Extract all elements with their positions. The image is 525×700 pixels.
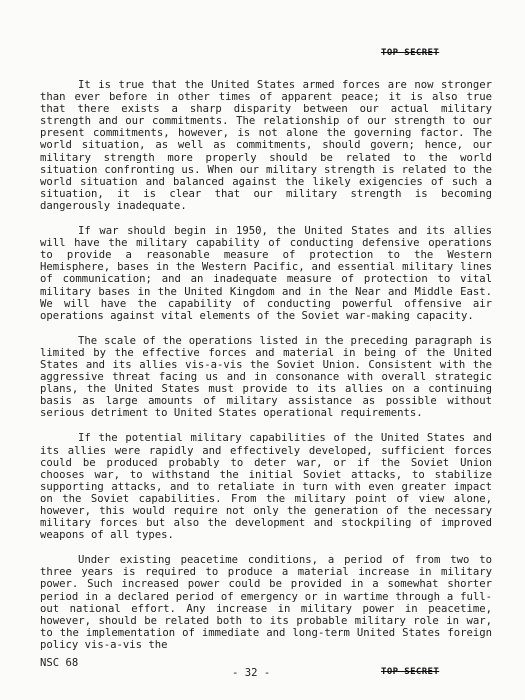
paragraph-2: If war should begin in 1950, the United States and its allies will have the military capability of conducting defensive operations to provide a reasonable measure of protection to the Western Hemisphere, bases in the Western Pacific, and essential military lines of communication; and an inadequate measure of protection to vital military bases in the United Kingdom and in the Near and Middle East. We will have the capability of conducting powerful offensive air operations against vital elements of the Soviet war-making capacity. <box>40 225 492 322</box>
paragraph-1: It is true that the United States armed forces are now stronger than ever before in other times of apparent peace; it is also true that there exists a sharp disparity between our actual military strength and our commitments. The relationship of our strength to our present commitments, however, is not alone the governing factor. The world situation, as well as commitments, should govern; hence, our military strength more properly should be related to the world situation confronting us. When our military strength is related to the world situation and balanced against the likely exigencies of such a situation, it is clear that our military strength is becoming dangerously inadequate. <box>40 79 492 212</box>
document-id: NSC 68 <box>40 657 79 669</box>
classification-marking-bottom: TOP SECRET <box>381 667 440 677</box>
page-number: - 32 - <box>232 667 271 679</box>
paragraph-4: If the potential military capabilities of the United States and its allies were rapidly and effectively developed, sufficient forces could be produced probably to deter war, or if the Soviet Union chooses war, to withstand the initial Soviet attacks, to stabilize supporting attacks, and to retaliate in turn with even greater impact on the Soviet capabilities. From the military point of view alone, however, this would require not only the generation of the necessary military forces but also the development and stockpiling of improved weapons of all types. <box>40 432 492 542</box>
document-body <box>40 79 492 664</box>
paragraph-3: The scale of the operations listed in the preceding paragraph is limited by the effective forces and material in being of the United States and its allies vis-a-vis the Soviet Union. Consistent with the aggressive threat facing us and in consonance with overall strategic plans, the United States must provide to its allies on a continuing basis as large amounts of military assistance as possible without serious detriment to United States operational requirements. <box>40 334 492 420</box>
classification-marking-top: TOP SECRET <box>381 48 440 58</box>
paragraph-5: Under existing peacetime conditions, a period of from two to three years is required to produce a material increase in military power. Such increased power could be provided in a somewhat shorter period in a declared period of emergency or in wartime through a full-out national effort. Any increase in military power in peacetime, however, should be related both to its probable military role in war, to the implementation of immediate and long-term United States foreign policy vis-a-vis the <box>40 554 492 651</box>
